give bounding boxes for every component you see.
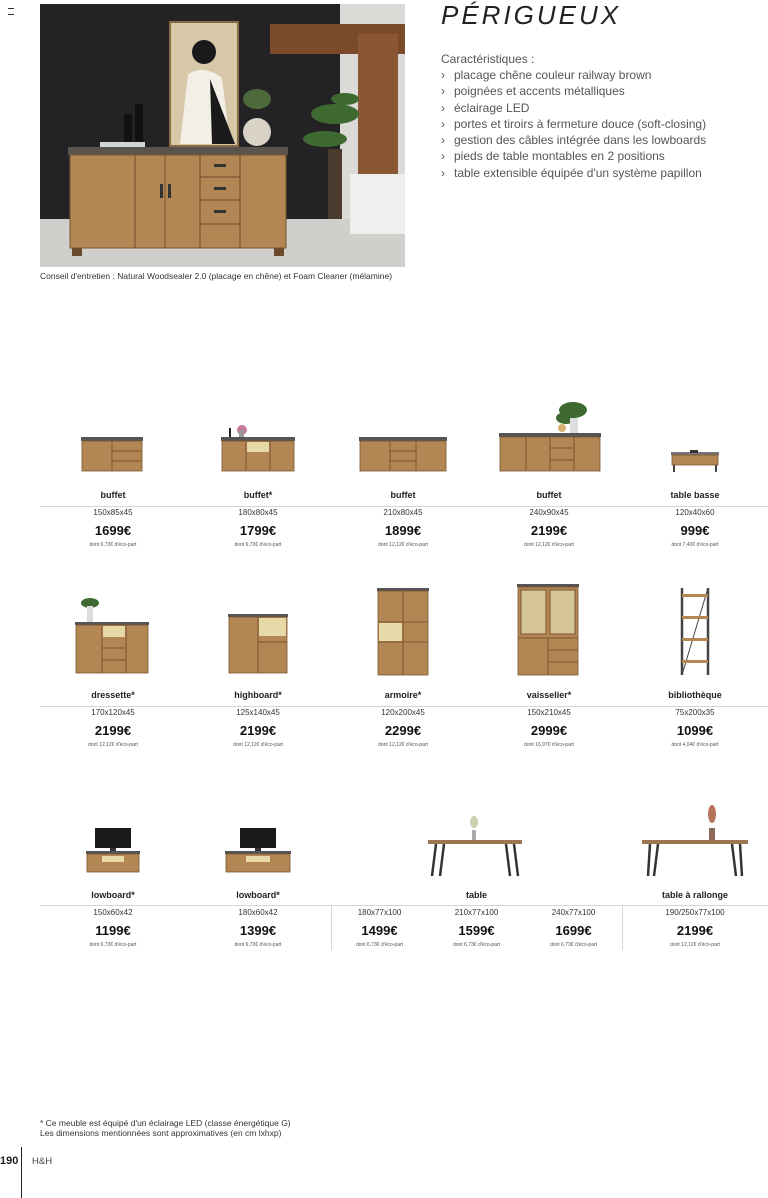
product-price: 1699€ [94,523,132,538]
feature-item: › portes et tiroirs à fermeture douce (soft-closing) [441,116,706,132]
product-name: table basse [670,490,720,500]
menu-mark [8,8,14,15]
product-price: 1699€ [555,923,592,938]
eco-part: dont 6,73€ d'éco-part [89,942,137,948]
product-dimensions: 240x77x100 [551,908,596,917]
product-dimensions: 150x85x45 [93,508,133,517]
eco-part: dont 12,12€ d'éco-part [378,542,428,548]
footnotes [40,1118,291,1138]
product-name: bibliothèque [668,690,722,700]
footnote-led: * Ce meuble est équipé d'un éclairage LED (classe énergétique G) [40,1118,291,1128]
row-separator [40,506,768,507]
eco-part: dont 16,97€ d'éco-part [524,742,574,748]
product-name: vaisselier* [526,690,572,700]
product-price: 1399€ [239,923,277,938]
eco-part: dont 6,73€ d'éco-part [549,942,598,948]
page-number: 190 [0,1155,19,1167]
highboard-image [185,580,331,678]
product-price: 1799€ [239,523,277,538]
brand-name: H&H [32,1156,53,1167]
feature-item: › table extensible équipée d'un système papillon [441,165,706,181]
product-name: buffet [390,490,416,500]
product-dimensions: 180x80x45 [238,508,278,517]
product-dimensions: 240x90x45 [529,508,569,517]
product-row-1 [40,390,768,555]
eco-part: dont 12,12€ d'éco-part [670,942,720,948]
product-dimensions: 170x120x45 [91,708,135,717]
feature-item: › placage chêne couleur railway brown [441,67,706,83]
feature-item: › poignées et accents métalliques [441,83,706,99]
table-rallonge-image [622,800,768,888]
product-dimensions: 125x140x45 [236,708,280,717]
table-image [420,800,530,888]
product-dimensions: 75x200x35 [675,708,715,717]
product-dimensions: 210x80x45 [383,508,423,517]
product-name: table à rallonge [661,890,729,900]
product-price: 2199€ [530,523,568,538]
product-name: armoire* [384,690,422,700]
eco-part: dont 6,73€ d'éco-part [234,542,282,548]
product-name: lowboard* [236,890,280,900]
buffet-210-image [330,390,476,478]
product-name: buffet [536,490,562,500]
product-name: lowboard* [91,890,135,900]
row-separator [40,706,768,707]
product-dimensions: 150x210x45 [527,708,571,717]
product-dimensions: 190/250x77x100 [665,908,725,917]
product-price: 2299€ [384,723,422,738]
footnote-dimensions: Les dimensions mentionnées sont approximatives (en cm lxhxp) [40,1128,282,1138]
feature-item: › pieds de table montables en 2 positions [441,148,706,164]
product-price: 2199€ [94,723,132,738]
eco-part: dont 12,12€ d'éco-part [88,742,138,748]
table-basse-image [622,390,768,478]
product-dimensions: 180x60x42 [238,908,278,917]
feature-item: › gestion des câbles intégrée dans les lowboards [441,132,706,148]
product-name: dressette* [91,690,135,700]
feature-item: › éclairage LED [441,100,706,116]
eco-part: dont 6,73€ d'éco-part [355,942,404,948]
armoire-image [330,580,476,678]
product-dimensions: 210x77x100 [454,908,499,917]
care-advice: Conseil d'entretien : Natural Woodsealer 2.0 (placage en chêne) et Foam Cleaner (mélamine) [40,271,393,281]
product-dimensions: 150x60x42 [93,908,133,917]
buffet-180-image [185,390,331,478]
product-price: 1199€ [95,923,131,938]
product-name: buffet* [243,490,273,500]
vaisselier-image [476,580,622,678]
product-row-3 [40,800,768,955]
buffet-150-image [40,390,186,478]
page-rule [21,1147,22,1198]
product-dimensions: 120x200x45 [381,708,425,717]
product-price: 1599€ [458,923,495,938]
product-price: 2999€ [530,723,568,738]
eco-part: dont 6,73€ d'éco-part [452,942,501,948]
row-separator [40,905,768,906]
eco-part: dont 12,12€ d'éco-part [524,542,574,548]
dressette-image [40,580,186,678]
collection-title: PÉRIGUEUX [441,0,622,30]
eco-part: dont 12,12€ d'éco-part [233,742,283,748]
product-price: 1499€ [361,923,398,938]
eco-part: dont 7,40€ d'éco-part [671,542,719,548]
bibliotheque-image [622,580,768,678]
product-price: 1899€ [384,523,422,538]
hero-photo [40,4,405,267]
product-dimensions: 120x40x60 [675,508,715,517]
lowboard-180-image [185,800,331,888]
product-name-table: table [465,890,487,900]
buffet-240-image [476,390,622,478]
eco-part: dont 6,73€ d'éco-part [89,542,137,548]
product-price: 1099€ [676,723,714,738]
eco-part: dont 4,04€ d'éco-part [671,742,719,748]
product-name: highboard* [234,690,282,700]
product-price: 999€ [680,523,710,538]
product-name: buffet [100,490,126,500]
eco-part: dont 12,12€ d'éco-part [378,742,428,748]
product-price: 2199€ [239,723,277,738]
features-list [441,67,706,181]
features-heading: Caractéristiques : [441,52,535,66]
product-dimensions: 180x77x100 [357,908,402,917]
eco-part: dont 6,73€ d'éco-part [234,942,282,948]
lowboard-150-image [40,800,186,888]
product-row-2 [40,580,768,755]
product-price: 2199€ [676,923,714,938]
